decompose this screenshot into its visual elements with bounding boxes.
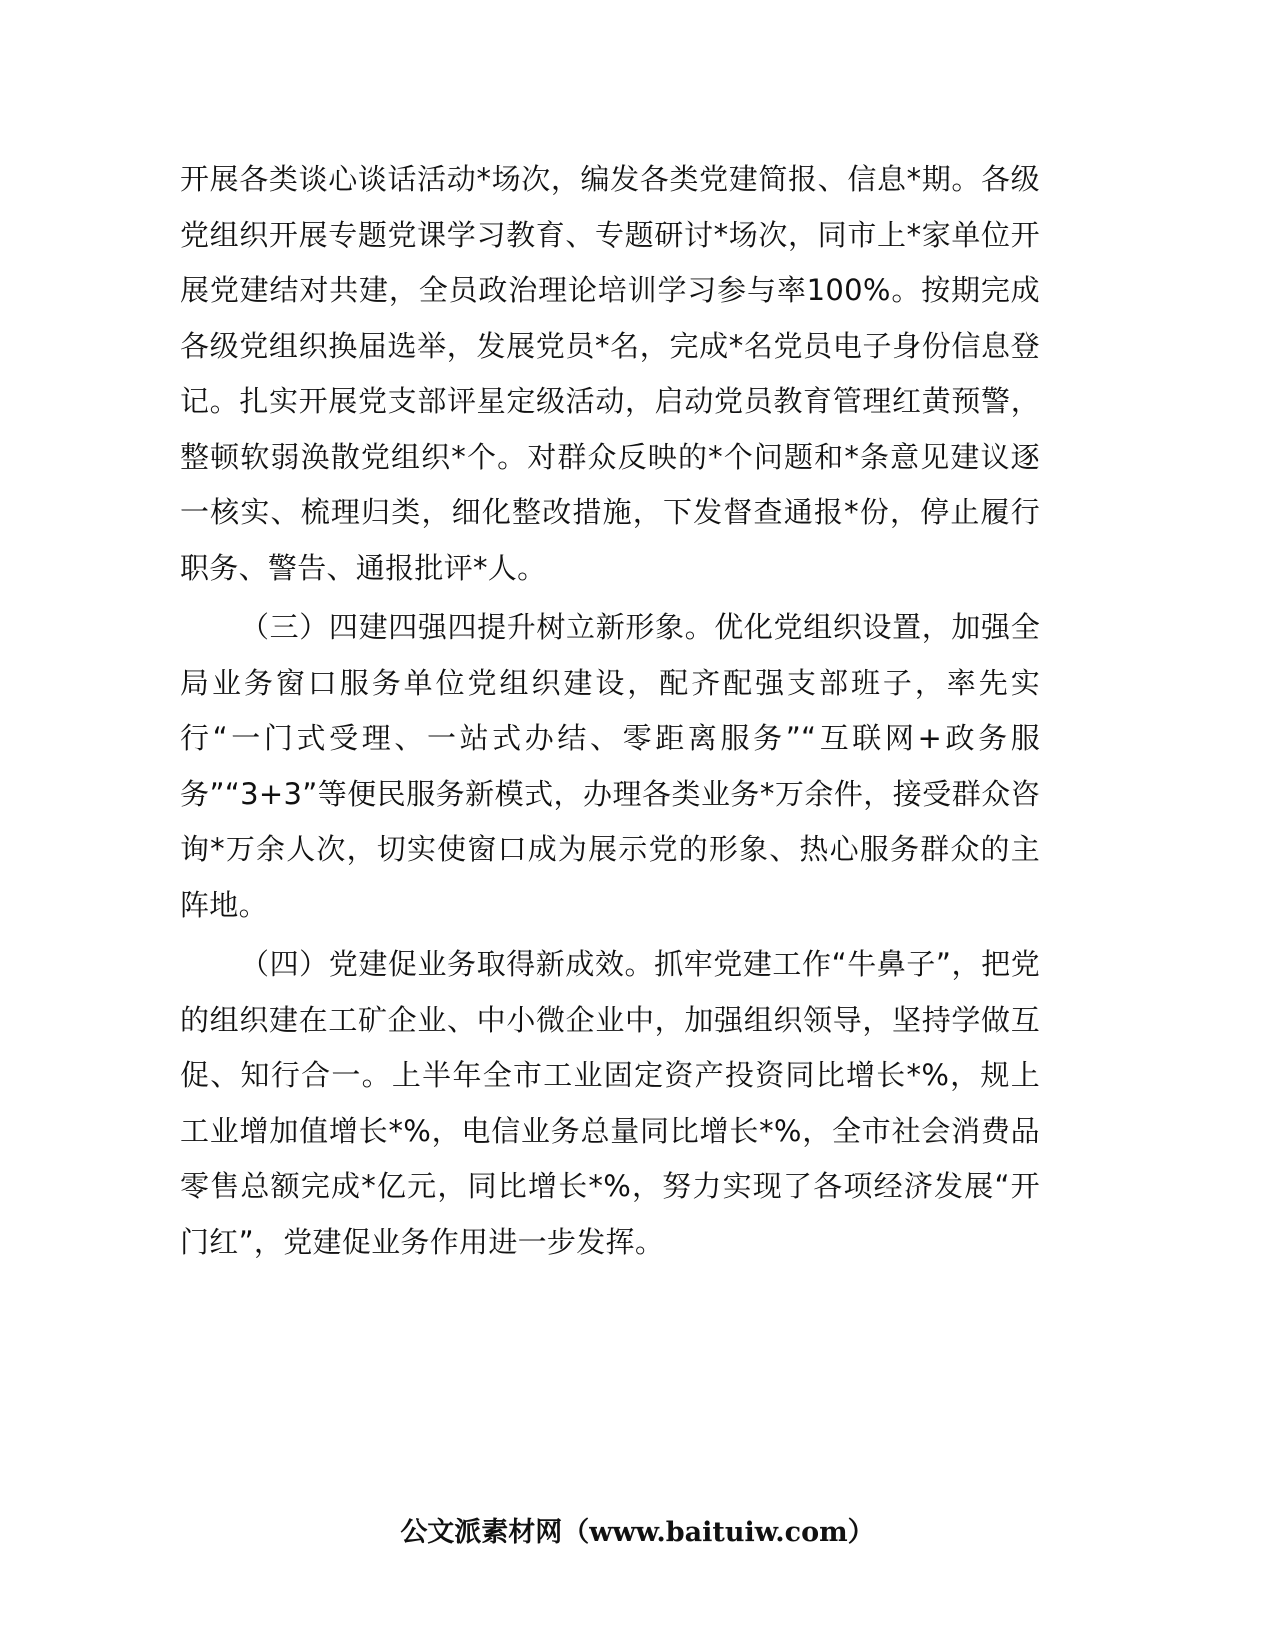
paragraph-section-four: （四）党建促业务取得新成效。抓牢党建工作“牛鼻子”，把党的组织建在工矿企业、中小微企业中，加强组织领导，坚持学做互促、知行合一。上半年全市工业固定资产投资同比增长*%，规上工业增加值增长*%，电信业务总量同比增长*%，全市社会消费品零售总额完成*亿元，同比增长*%，努力实现了各项经济发展“开门红”，党建促业务作用进一步发挥。 <box>180 947 1040 1259</box>
paragraph-section-three: （三）四建四强四提升树立新形象。优化党组织设置，加强全局业务窗口服务单位党组织建设，配齐配强支部班子，率先实行“一门式受理、一站式办结、零距离服务”“互联网+政务服务”“3+3”等便民服务新模式，办理各类业务*万余件，接受群众咨询*万余人次，切实使窗口成为展示党的形象、热心服务群众的主阵地。 <box>180 610 1040 922</box>
paragraph-continuation: 开展各类谈心谈话活动*场次，编发各类党建简报、信息*期。各级党组织开展专题党课学习教育、专题研讨*场次，同市上*家单位开展党建结对共建，全员政治理论培训学习参与率100%。按期完成各级党组织换届选举，发展党员*名，完成*名党员电子身份信息登记。扎实开展党支部评星定级活动，启动党员教育管理红黄预警，整顿软弱涣散党组织*个。对群众反映的*个问题和*条意见建议逐一核实、梳理归类，细化整改措施，下发督查通报*份，停止履行职务、警告、通报批评*人。 <box>180 162 1040 585</box>
footer-watermark: 公文派素材网（www.baituiw.com） <box>400 1517 875 1548</box>
document-body <box>180 152 1040 1270</box>
